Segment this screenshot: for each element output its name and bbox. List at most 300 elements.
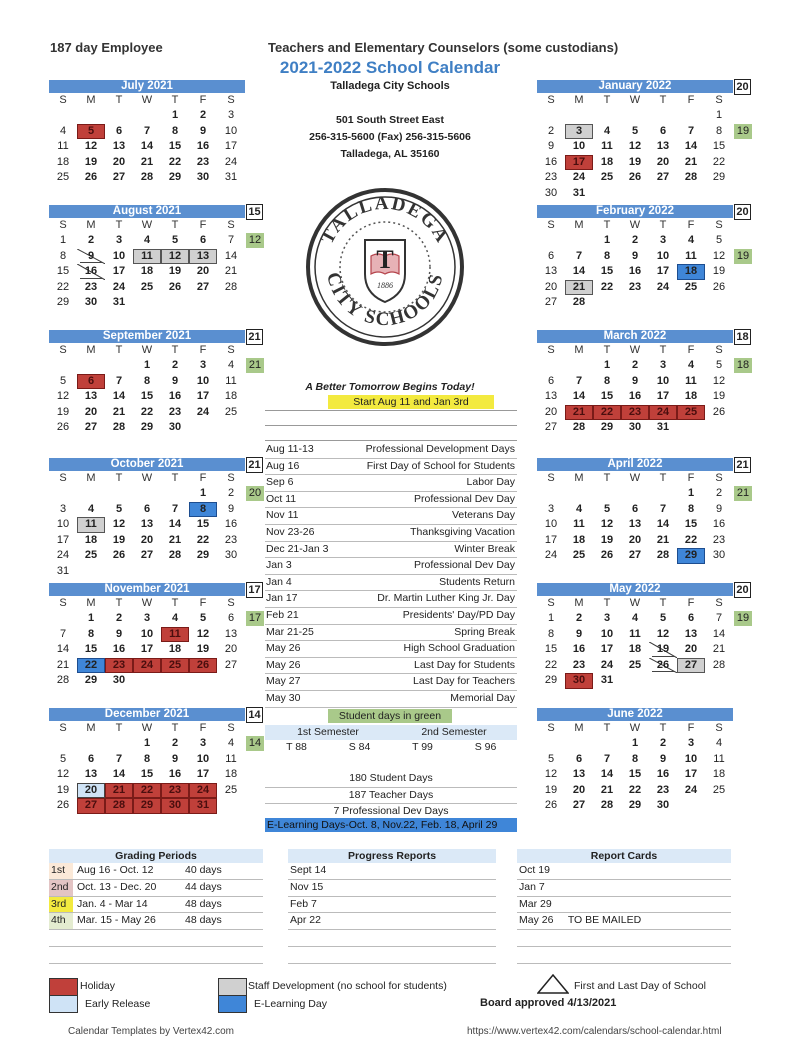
day-cell: 21: [140, 155, 154, 168]
day-cell: [133, 564, 161, 580]
weekday-header: [537, 721, 733, 736]
day-cell: 22: [77, 658, 105, 674]
week-row: [537, 170, 733, 186]
day-cell: 23: [656, 783, 670, 796]
weekday-label: M: [86, 597, 96, 609]
week-row: [537, 798, 733, 814]
event-date: Oct 11: [266, 492, 297, 505]
day-cell: [77, 564, 105, 580]
second-semester-label: 2nd Semester: [421, 726, 487, 738]
day-cell: 12: [196, 627, 210, 640]
day-cell: 5: [59, 374, 67, 387]
grading-period-tag: 1st: [49, 863, 73, 879]
week-row: [49, 642, 245, 658]
weekday-label: F: [199, 597, 207, 609]
day-cell: 21: [684, 155, 698, 168]
day-cell: 31: [56, 564, 70, 577]
weekday-label: M: [574, 597, 584, 609]
phone-line: 256-315-5600 (Fax) 256-315-5606: [309, 131, 471, 143]
day-cell: [705, 420, 733, 436]
day-cell: 15: [196, 518, 210, 530]
progress-report-date: Nov 15: [288, 880, 496, 897]
day-cell: 20: [224, 643, 238, 655]
day-cell: 23: [628, 280, 642, 293]
week-row: [537, 767, 733, 783]
day-cell: [77, 736, 105, 752]
week-row: [49, 517, 245, 533]
day-cell: 7: [575, 249, 583, 262]
day-cell: [621, 108, 649, 124]
student-days-count: 17: [246, 611, 264, 626]
week-row: [49, 374, 245, 390]
report-card-date: Oct 19: [517, 863, 731, 880]
weekday-label: S: [227, 94, 235, 106]
week-row: [537, 420, 733, 436]
progress-reports: [288, 849, 496, 964]
day-cell: 25: [161, 658, 189, 674]
logo-year: 1886: [377, 281, 393, 290]
student-days-total: 180 Student Days: [265, 771, 517, 788]
day-cell: [161, 486, 189, 502]
month-total-days: 21: [734, 457, 751, 473]
grading-periods: [49, 849, 263, 964]
day-cell: 28: [572, 296, 586, 308]
week-row: [49, 108, 245, 124]
weekday-header: [49, 596, 245, 611]
weekday-label: S: [547, 94, 555, 106]
day-cell: 31: [224, 171, 238, 183]
week-row: [49, 783, 245, 799]
day-cell: 22: [168, 155, 182, 168]
day-cell: 15: [544, 643, 558, 655]
day-cell: 9: [199, 124, 207, 137]
grading-period-row: [49, 880, 263, 897]
logo-text-top: TALLADEGA: [316, 192, 454, 248]
event-name: Labor Day: [466, 476, 515, 489]
day-cell: 20: [77, 783, 105, 799]
weekday-label: T: [115, 94, 123, 106]
day-cell: [105, 486, 133, 502]
event-name: First Day of School for Students: [366, 459, 515, 472]
day-cell: 31: [189, 798, 217, 814]
day-cell: 24: [196, 405, 210, 418]
weekday-label: S: [715, 94, 723, 106]
progress-reports-title: Progress Reports: [288, 849, 496, 863]
day-cell: 8: [687, 502, 695, 515]
day-cell: [705, 186, 733, 202]
week-row: [49, 611, 245, 627]
day-cell: 27: [628, 549, 642, 561]
day-cell: 20: [84, 405, 98, 418]
day-cell: 11: [133, 249, 161, 265]
month-4: [49, 583, 245, 689]
day-cell: [593, 295, 621, 311]
day-cell: 6: [87, 752, 95, 765]
day-cell: 21: [656, 533, 670, 546]
day-cell: 26: [168, 280, 182, 293]
day-cell: 2: [171, 359, 179, 371]
week-row: [537, 611, 733, 627]
month-total-days: 18: [734, 329, 751, 345]
day-cell: 13: [544, 390, 558, 402]
day-cell: 16: [224, 518, 238, 530]
day-cell: 5: [171, 234, 179, 246]
day-cell: 2: [715, 487, 723, 499]
holiday-legend: Holiday: [80, 980, 116, 992]
event-date: Jan 3: [266, 559, 292, 572]
day-cell: 27: [140, 549, 154, 561]
day-cell: 13: [628, 518, 642, 530]
weekday-label: M: [574, 344, 584, 356]
day-cell: 29: [677, 548, 705, 564]
student-days-count: 19: [734, 124, 752, 139]
weekday-label: F: [687, 344, 695, 356]
day-cell: 13: [84, 768, 98, 780]
semester-table: [265, 725, 517, 755]
day-cell: 5: [77, 124, 105, 140]
weekday-label: M: [574, 472, 584, 484]
day-cell: 15: [56, 265, 70, 277]
day-cell: 31: [572, 186, 586, 199]
weekday-label: S: [59, 94, 67, 106]
weekday-label: T: [603, 344, 611, 356]
week-row: [537, 783, 733, 799]
day-cell: 12: [600, 518, 614, 530]
day-cell: 19: [56, 783, 70, 796]
day-cell: 21: [224, 265, 238, 277]
day-cell: 30: [628, 421, 642, 433]
day-cell: 21: [56, 658, 70, 671]
event-name: Dr. Martin Luther King Jr. Day: [377, 592, 515, 605]
day-cell: 14: [600, 768, 614, 780]
day-cell: 26: [56, 421, 70, 433]
day-cell: 9: [631, 374, 639, 387]
weekday-label: F: [199, 472, 207, 484]
day-cell: 5: [631, 124, 639, 137]
day-cell: 10: [684, 752, 698, 765]
day-cell: 17: [140, 643, 154, 655]
day-cell: 11: [161, 627, 189, 643]
day-cell: 24: [56, 549, 70, 561]
events-list: [265, 442, 517, 708]
day-cell: 20: [628, 533, 642, 546]
day-cell: 23: [168, 405, 182, 418]
week-row: [49, 358, 245, 374]
day-cell: 25: [224, 405, 238, 418]
weekday-label: T: [603, 597, 611, 609]
day-cell: 23: [572, 658, 586, 671]
day-cell: 4: [227, 737, 235, 749]
weekday-header: [49, 93, 245, 108]
day-cell: 13: [112, 140, 126, 152]
weekday-label: M: [574, 722, 584, 734]
day-cell: 20: [656, 155, 670, 168]
grading-period-range: Oct. 13 - Dec. 20: [77, 880, 157, 893]
day-cell: 24: [572, 171, 586, 183]
day-cell: 28: [105, 798, 133, 814]
day-cell: 15: [84, 643, 98, 655]
week-row: [49, 389, 245, 405]
week-row: [537, 139, 733, 155]
day-cell: [649, 186, 677, 202]
day-cell: [593, 486, 621, 502]
day-cell: 14: [168, 518, 182, 530]
day-cell: 28: [56, 674, 70, 686]
day-cell: [649, 673, 677, 689]
week-row: [49, 502, 245, 518]
student-days-count: 14: [246, 736, 264, 751]
day-cell: 8: [715, 124, 723, 137]
day-cell: 16: [628, 390, 642, 402]
first-last-day-triangle-icon: [537, 974, 569, 994]
report-cards-title: Report Cards: [517, 849, 731, 863]
month-5: [49, 708, 245, 814]
totals-list: [265, 771, 517, 821]
event-name: Spring Break: [454, 625, 515, 638]
day-cell: 10: [196, 374, 210, 387]
day-cell: 3: [659, 234, 667, 246]
day-cell: 26: [544, 799, 558, 811]
day-cell: 14: [224, 249, 238, 262]
event-date: Feb 21: [266, 608, 299, 621]
month-7: [537, 205, 733, 311]
day-cell: 19: [112, 533, 126, 546]
day-cell: 8: [87, 627, 95, 640]
event-name: Veterans Day: [451, 509, 515, 522]
footer-credit: Calendar Templates by Vertex42.com: [68, 1026, 235, 1037]
weekday-label: T: [659, 219, 667, 231]
week-row: [49, 548, 245, 564]
week-row: [49, 798, 245, 814]
day-cell: 8: [603, 374, 611, 387]
day-cell: 16: [168, 768, 182, 780]
student-days-count: 19: [734, 249, 752, 264]
day-cell: 14: [656, 518, 670, 530]
day-cell: 4: [687, 234, 695, 246]
day-cell: 6: [115, 124, 123, 137]
weekday-label: M: [86, 94, 96, 106]
day-cell: [677, 295, 705, 311]
weekday-label: F: [687, 722, 695, 734]
event-name: Professional Dev Day: [414, 492, 515, 505]
logo-text-bottom: CITY SCHOOLS: [322, 270, 448, 331]
day-cell: [649, 295, 677, 311]
day-cell: [565, 233, 593, 249]
week-row: [537, 533, 733, 549]
weekday-label: S: [715, 344, 723, 356]
day-cell: 29: [168, 171, 182, 183]
month-10: [537, 583, 733, 689]
day-cell: [705, 673, 733, 689]
day-cell: [161, 673, 189, 689]
footer-link[interactable]: https://www.vertex42.com/calendars/school-calendar.html: [467, 1026, 722, 1037]
day-cell: 29: [133, 798, 161, 814]
month-title: January 2022: [537, 80, 733, 93]
day-cell: 26: [84, 171, 98, 183]
day-cell: 28: [112, 421, 126, 433]
day-cell: 15: [600, 390, 614, 402]
day-cell: 30: [565, 673, 593, 689]
weekday-label: T: [171, 219, 179, 231]
day-cell: 6: [227, 612, 235, 624]
week-row: [537, 233, 733, 249]
day-cell: 17: [196, 768, 210, 780]
event-row: [265, 442, 517, 459]
day-cell: 29: [544, 674, 558, 686]
day-cell: 14: [572, 390, 586, 402]
day-cell: 12: [161, 249, 189, 265]
day-cell: 20: [196, 265, 210, 277]
day-cell: 7: [115, 752, 123, 765]
day-cell: 28: [572, 421, 586, 433]
day-cell: [133, 673, 161, 689]
first-last-legend: First and Last Day of School: [574, 980, 706, 992]
holiday-swatch: [49, 978, 78, 996]
day-cell: 7: [575, 374, 583, 387]
weekday-header: [537, 343, 733, 358]
day-cell: [677, 798, 705, 814]
day-cell: 3: [199, 359, 207, 371]
board-approved: Board approved 4/13/2021: [480, 997, 617, 1009]
day-cell: 18: [224, 390, 238, 402]
day-cell: 26: [56, 799, 70, 811]
day-cell: 7: [659, 502, 667, 515]
month-title: April 2022: [537, 458, 733, 471]
day-cell: 15: [140, 768, 154, 780]
day-cell: 3: [115, 234, 123, 246]
student-days-count: 21: [734, 486, 752, 501]
month-title: September 2021: [49, 330, 245, 343]
week-row: [537, 405, 733, 421]
day-cell: 11: [77, 517, 105, 533]
day-cell: [189, 564, 217, 580]
event-name: Winter Break: [454, 542, 515, 555]
day-cell: [217, 564, 245, 580]
day-cell: 15: [712, 140, 726, 152]
weekday-label: S: [59, 219, 67, 231]
month-title: August 2021: [49, 205, 245, 218]
weekday-label: M: [574, 219, 584, 231]
day-cell: 10: [56, 518, 70, 530]
weekday-label: S: [227, 597, 235, 609]
day-cell: 15: [168, 140, 182, 152]
day-cell: 26: [649, 658, 677, 674]
day-cell: 13: [224, 627, 238, 640]
weekday-label: T: [603, 722, 611, 734]
weekday-label: M: [86, 344, 96, 356]
day-cell: [49, 108, 77, 124]
day-cell: 8: [547, 627, 555, 640]
day-cell: 26: [712, 405, 726, 418]
day-cell: [105, 108, 133, 124]
day-cell: 23: [712, 533, 726, 546]
day-cell: 21: [712, 643, 726, 655]
elearning-banner: E-Learning Days-Oct. 8, Nov.22, Feb. 18, April 29: [265, 818, 517, 832]
day-cell: 9: [547, 140, 555, 152]
day-cell: 7: [603, 752, 611, 765]
day-cell: 17: [656, 390, 670, 402]
day-cell: 27: [572, 799, 586, 811]
day-cell: 3: [687, 737, 695, 749]
day-cell: 20: [684, 643, 698, 655]
weekday-label: T: [115, 344, 123, 356]
event-date: Dec 21-Jan 3: [266, 542, 329, 555]
day-cell: [537, 108, 565, 124]
day-cell: [705, 798, 733, 814]
day-cell: 11: [601, 140, 613, 152]
day-cell: 29: [196, 549, 210, 561]
event-name: Students Return: [439, 575, 515, 588]
day-cell: [537, 358, 565, 374]
event-name: Professional Development Days: [365, 443, 515, 455]
day-cell: [565, 108, 593, 124]
day-cell: 8: [171, 124, 179, 137]
day-cell: 1: [143, 737, 151, 749]
day-cell: 11: [573, 518, 585, 530]
day-cell: 13: [656, 140, 670, 152]
weekday-label: W: [141, 722, 153, 734]
divider: [265, 425, 517, 426]
day-cell: 5: [199, 612, 207, 624]
week-row: [49, 264, 245, 280]
day-cell: 10: [224, 124, 238, 137]
day-cell: 2: [547, 124, 555, 137]
day-cell: 21: [168, 533, 182, 546]
day-cell: [133, 108, 161, 124]
day-cell: 16: [544, 155, 558, 168]
day-cell: 27: [84, 421, 98, 433]
event-date: Jan 4: [266, 575, 292, 588]
week-row: [537, 642, 733, 658]
day-cell: 2: [631, 234, 639, 246]
student-days-label: Student days in green: [328, 709, 452, 723]
week-row: [49, 420, 245, 436]
weekday-label: F: [199, 219, 207, 231]
day-cell: 7: [143, 124, 151, 137]
day-cell: 25: [600, 171, 614, 183]
day-cell: 4: [575, 502, 583, 515]
day-cell: [217, 673, 245, 689]
weekday-label: S: [715, 597, 723, 609]
day-cell: 16: [572, 643, 586, 655]
event-date: Nov 11: [266, 509, 299, 522]
day-cell: 21: [565, 280, 593, 296]
day-cell: 25: [140, 280, 154, 293]
day-cell: 23: [84, 280, 98, 293]
day-cell: 8: [143, 374, 151, 387]
weekday-label: S: [715, 722, 723, 734]
month-total-days: 20: [734, 582, 751, 598]
student-days-count: 12: [246, 233, 264, 248]
month-total-days: 20: [734, 79, 751, 95]
day-cell: 16: [656, 768, 670, 780]
day-cell: [649, 486, 677, 502]
day-cell: 30: [196, 171, 210, 183]
day-cell: 22: [600, 280, 614, 293]
day-cell: 31: [600, 674, 614, 686]
day-cell: [133, 295, 161, 311]
day-cell: 24: [189, 783, 217, 799]
month-1: [49, 205, 245, 311]
event-row: [265, 558, 517, 575]
day-cell: 12: [628, 140, 642, 152]
day-cell: [565, 486, 593, 502]
day-cell: 11: [685, 249, 697, 262]
day-cell: [77, 486, 105, 502]
event-row: [265, 575, 517, 592]
week-row: [49, 533, 245, 549]
weekday-header: [537, 93, 733, 108]
